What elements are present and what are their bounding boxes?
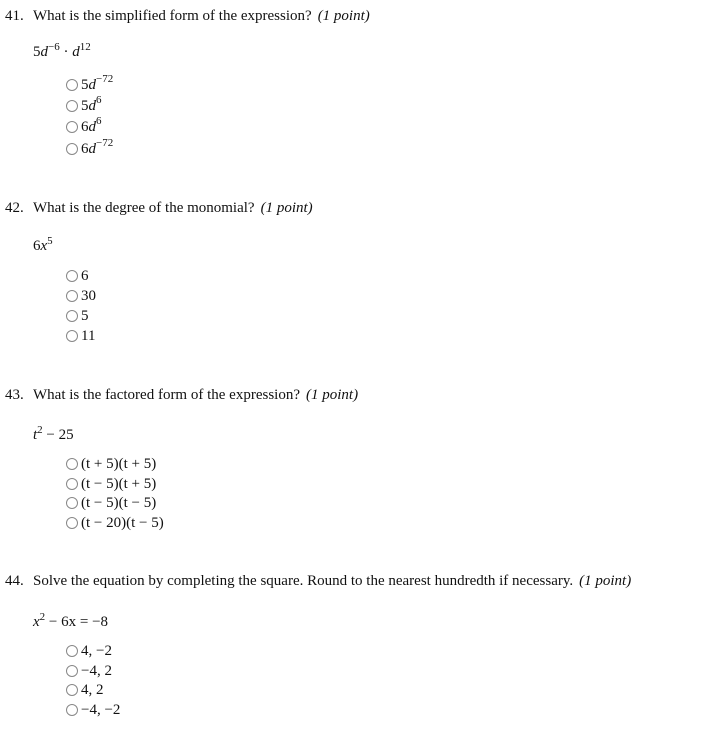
text: d: [72, 44, 80, 60]
option-c[interactable]: [66, 680, 104, 700]
radio-button[interactable]: [66, 290, 78, 302]
text: x: [33, 614, 40, 630]
text: What is the degree of the monomial?: [33, 200, 255, 216]
option-d[interactable]: [66, 326, 95, 346]
option-c[interactable]: [66, 306, 89, 326]
exponent: −72: [96, 73, 114, 85]
option-b[interactable]: [66, 661, 112, 681]
text: −4, −2: [81, 702, 121, 718]
option-d[interactable]: [66, 513, 164, 533]
text: 5: [81, 308, 89, 324]
radio-button[interactable]: [66, 497, 78, 509]
radio-button[interactable]: [66, 330, 78, 342]
option-a[interactable]: [66, 454, 156, 474]
question-title: [5, 572, 631, 590]
option-a[interactable]: [66, 641, 112, 661]
exponent: 6: [96, 115, 102, 127]
text: 5: [47, 235, 53, 247]
radio-button[interactable]: [66, 704, 78, 716]
text: 2: [37, 424, 43, 436]
text: (1 point): [579, 573, 632, 589]
text: x: [40, 238, 48, 254]
text: 41.: [5, 8, 24, 24]
text: 6: [81, 141, 89, 157]
text: 43.: [5, 387, 24, 403]
text: 6: [81, 119, 89, 135]
option-b[interactable]: [66, 286, 96, 306]
option-c[interactable]: [66, 493, 156, 513]
text: 5: [81, 77, 89, 93]
text: (1 point): [317, 8, 370, 24]
exponent: −72: [96, 137, 114, 149]
text: (t + 5)(t + 5): [81, 456, 157, 472]
radio-button[interactable]: [66, 645, 78, 657]
text: 5: [81, 98, 89, 114]
text: d: [88, 141, 96, 157]
text: 30: [81, 288, 96, 304]
question-title: [5, 7, 370, 25]
question-title: [5, 386, 358, 404]
text: 42.: [5, 200, 24, 216]
exponent: 6: [96, 94, 102, 106]
text: d: [88, 119, 96, 135]
radio-button[interactable]: [66, 684, 78, 696]
radio-button[interactable]: [66, 270, 78, 282]
text: −6: [48, 41, 60, 53]
text: 4, 2: [81, 682, 104, 698]
text: d: [88, 98, 96, 114]
option-b[interactable]: [66, 474, 156, 494]
option-c[interactable]: [66, 117, 102, 137]
radio-button[interactable]: [66, 478, 78, 490]
text: (t − 5)(t + 5): [81, 476, 157, 492]
text: ·: [59, 44, 73, 60]
text: − 6x = −8: [45, 614, 109, 630]
text: 4, −2: [81, 643, 112, 659]
text: (t − 20)(t − 5): [81, 515, 164, 531]
text: What is the simplified form of the expression?: [33, 8, 312, 24]
radio-button[interactable]: [66, 100, 78, 112]
text: 6: [33, 238, 41, 254]
radio-button[interactable]: [66, 121, 78, 133]
radio-button[interactable]: [66, 458, 78, 470]
text: d: [88, 77, 96, 93]
radio-button[interactable]: [66, 143, 78, 155]
text: What is the factored form of the expression?: [33, 387, 300, 403]
radio-button[interactable]: [66, 310, 78, 322]
text: 5: [33, 44, 41, 60]
option-d[interactable]: [66, 139, 113, 159]
text: (1 point): [260, 200, 313, 216]
option-b[interactable]: [66, 96, 102, 116]
text: 2: [39, 611, 46, 623]
question-title: [5, 199, 313, 217]
text: (t − 5)(t − 5): [81, 495, 157, 511]
expression: [33, 237, 53, 255]
text: t: [33, 427, 38, 443]
text: 44.: [5, 573, 24, 589]
text: d: [40, 44, 48, 60]
option-a[interactable]: [66, 75, 113, 95]
text: (1 point): [305, 387, 359, 403]
text: 6: [81, 268, 89, 284]
radio-button[interactable]: [66, 665, 78, 677]
expression: [33, 43, 91, 61]
text: 11: [81, 328, 96, 344]
radio-button[interactable]: [66, 517, 78, 529]
text: −4, 2: [81, 663, 112, 679]
text: Solve the equation by completing the square. Round to the nearest hundredth if necessary.: [33, 573, 574, 589]
expression: [33, 613, 108, 631]
text: − 25: [42, 427, 74, 443]
radio-button[interactable]: [66, 79, 78, 91]
text: 12: [79, 41, 91, 53]
option-a[interactable]: [66, 266, 89, 286]
expression: [33, 426, 74, 444]
option-d[interactable]: [66, 700, 120, 720]
